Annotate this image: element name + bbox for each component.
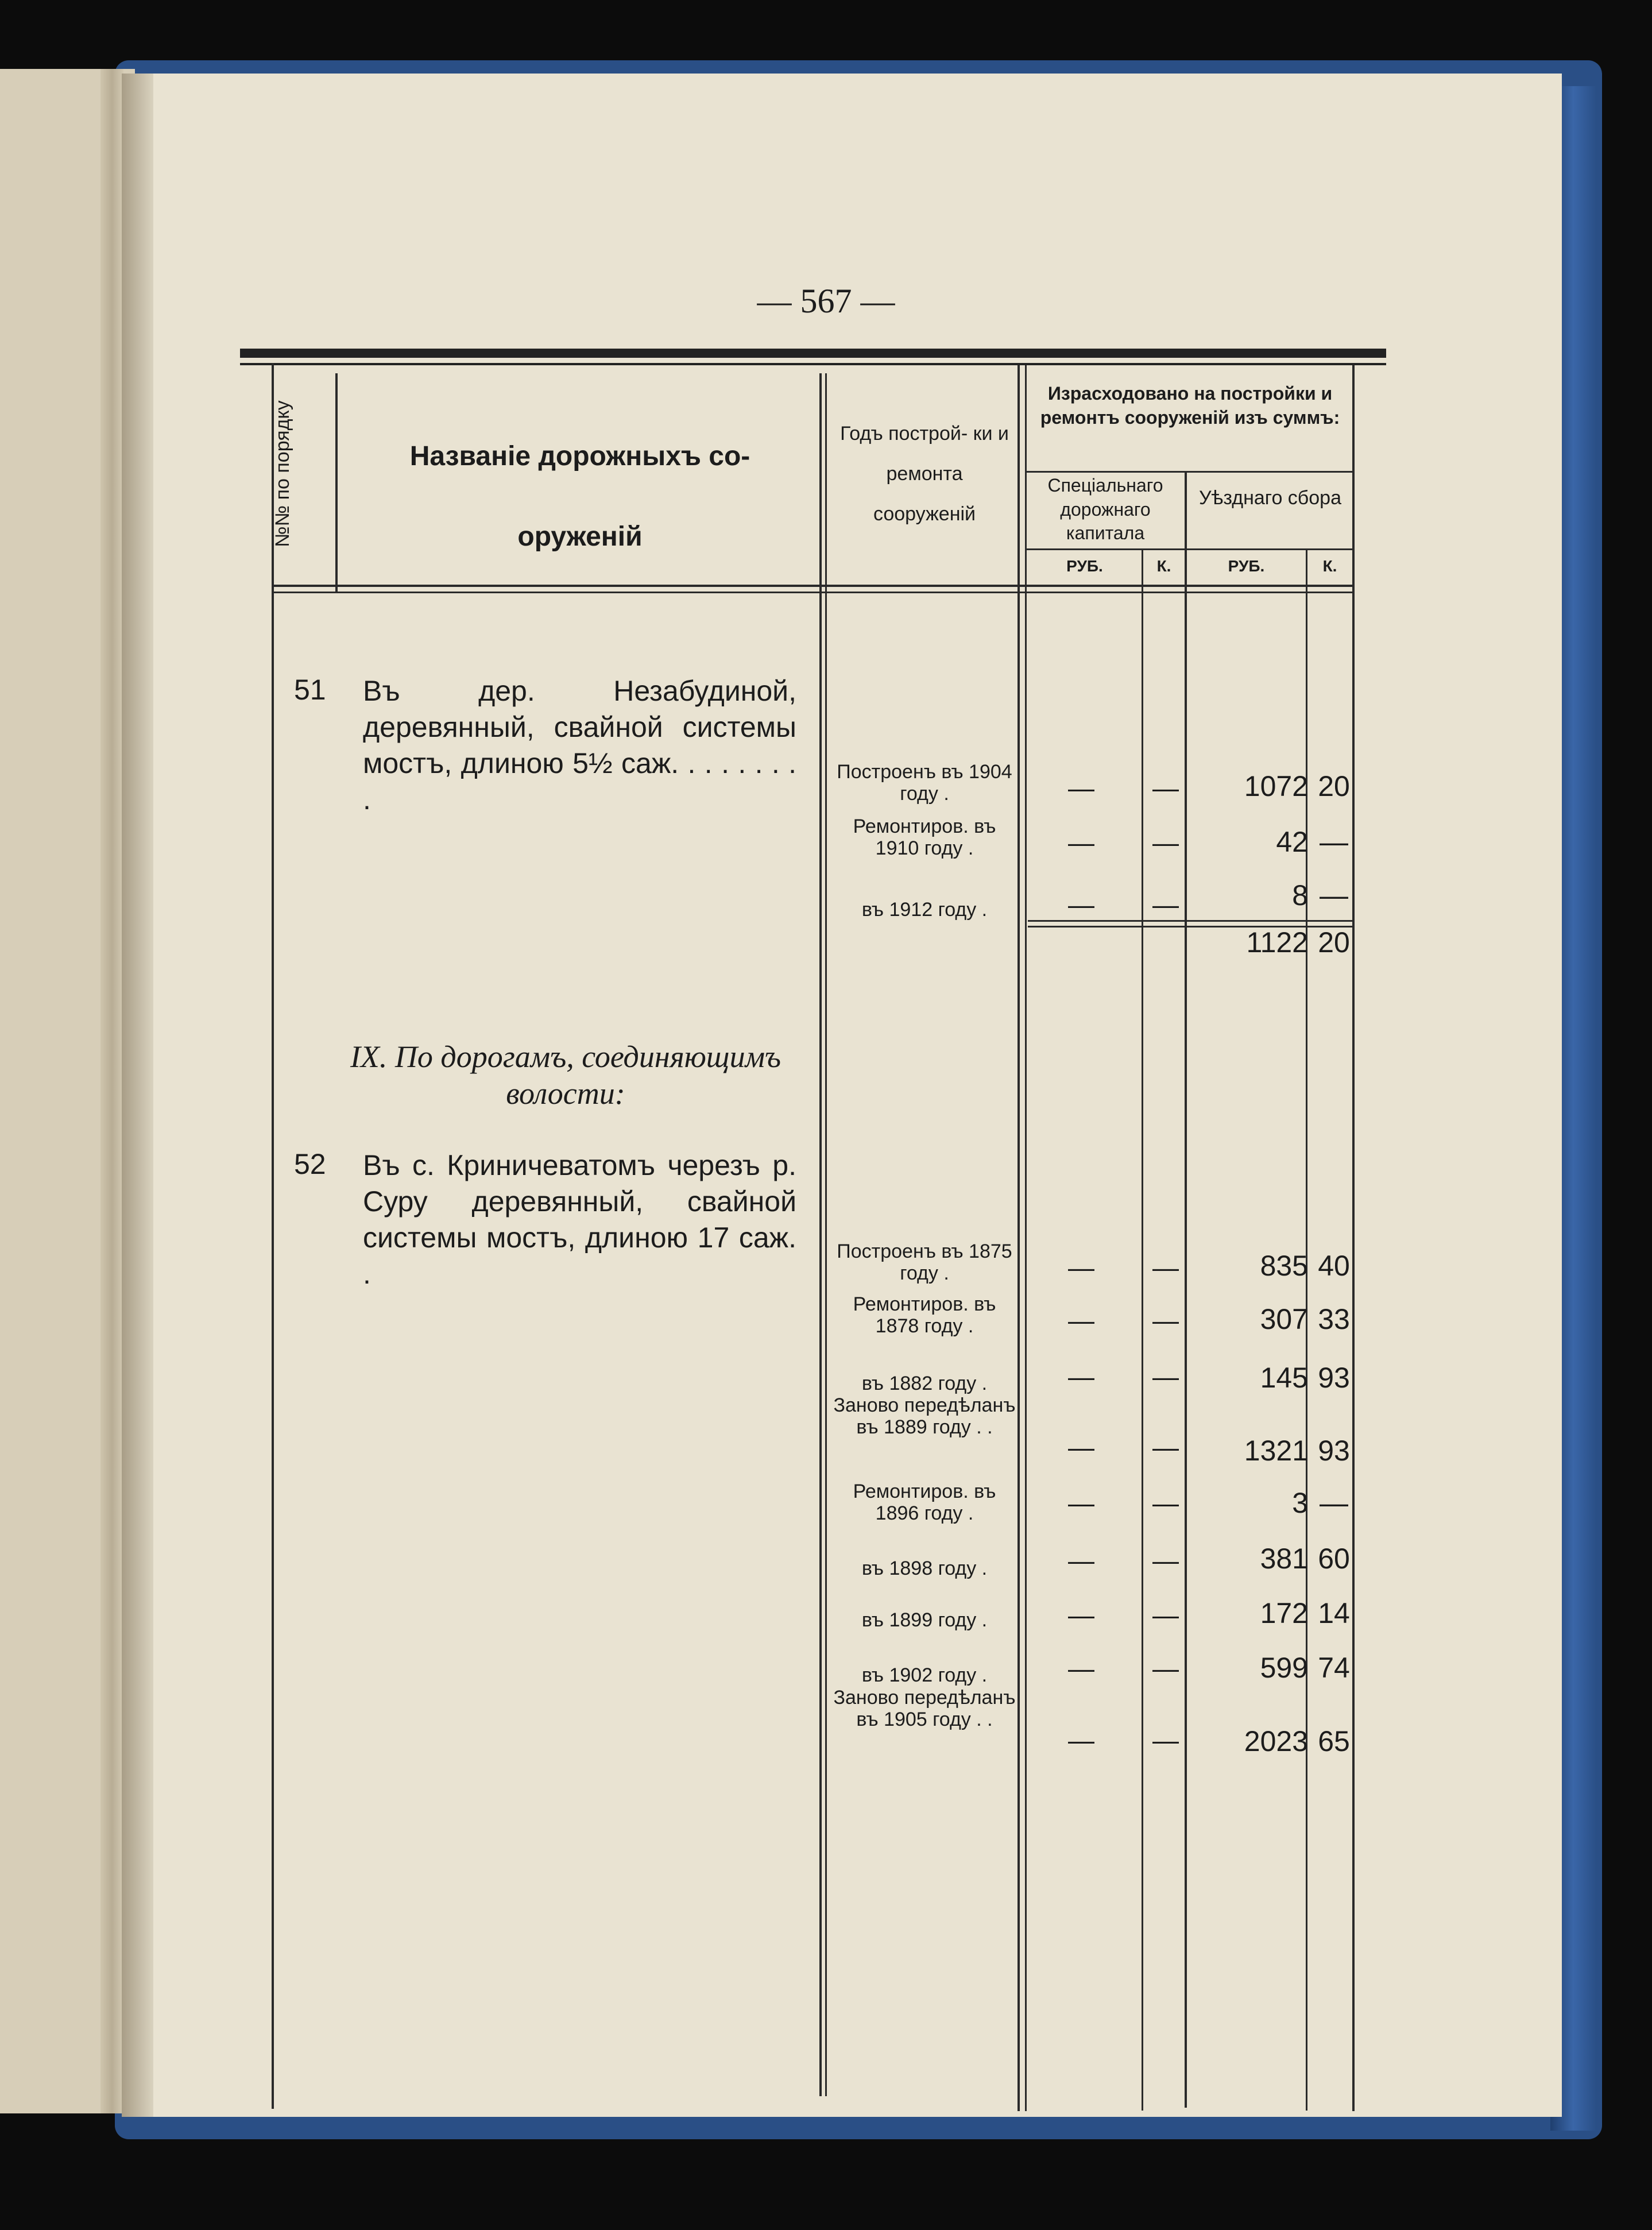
- entry-year: въ 1898 году .: [861, 1557, 988, 1579]
- special-rub: —: [1068, 773, 1094, 803]
- special-kop: —: [1152, 828, 1179, 857]
- entry-description: Въ дер. Незабудиной, деревянный, свайной системы мостъ, длиною 5½ саж. . . . . . . . .: [363, 675, 796, 816]
- section-heading: IX. По дорогамъ, соединяющимъ волости:: [350, 1039, 781, 1111]
- special-rub: —: [1068, 1545, 1094, 1575]
- special-rub: —: [1068, 828, 1094, 857]
- special-rub: —: [1068, 1253, 1094, 1282]
- col-line: [1017, 365, 1020, 2111]
- col-line: [1025, 365, 1027, 2111]
- special-kop: —: [1152, 1432, 1179, 1462]
- header-rub: РУБ.: [1066, 557, 1103, 575]
- header-district-levy: Уѣзднаго сбора: [1198, 487, 1341, 509]
- district-kop: 65: [1318, 1725, 1350, 1757]
- page-number: — 567 —: [757, 282, 895, 320]
- entry-year: Заново передѣланъ въ 1905 году . .: [833, 1687, 1016, 1730]
- col-line: [272, 363, 274, 2109]
- col-line: [819, 373, 822, 2096]
- district-rub: 42: [1276, 826, 1308, 858]
- header-number-column: №№ по порядку: [272, 400, 293, 547]
- special-kop: —: [1152, 1488, 1179, 1518]
- special-rub: —: [1068, 1432, 1094, 1462]
- special-kop: —: [1152, 1253, 1179, 1282]
- special-kop: —: [1152, 1653, 1179, 1683]
- district-kop: —: [1320, 1487, 1348, 1519]
- header-rub: РУБ.: [1228, 557, 1265, 575]
- district-rub: 1321: [1244, 1435, 1308, 1467]
- header-spent-column: Израсходовано на постройки и ремонтъ сооруженій изъ суммъ:: [1040, 383, 1340, 428]
- district-rub: 3: [1292, 1487, 1308, 1519]
- district-kop: —: [1320, 826, 1348, 858]
- entry-year: Ремонтиров. въ 1910 году .: [853, 816, 996, 859]
- district-kop: 93: [1318, 1362, 1350, 1394]
- special-kop: —: [1152, 1600, 1179, 1630]
- special-rub: —: [1068, 1653, 1094, 1683]
- entry-year: въ 1899 году .: [861, 1609, 988, 1631]
- special-rub: —: [1068, 1725, 1094, 1755]
- district-rub: 599: [1260, 1652, 1308, 1684]
- district-rub: 1072: [1244, 770, 1308, 802]
- district-kop-total: 20: [1318, 926, 1350, 959]
- header-bottom-line: [272, 585, 1355, 587]
- col-line: [1142, 548, 1143, 2111]
- special-kop: —: [1152, 1305, 1179, 1335]
- district-kop: 60: [1318, 1543, 1350, 1575]
- col-line: [335, 373, 338, 592]
- district-kop: 74: [1318, 1652, 1350, 1684]
- entry-year: въ 1912 году .: [861, 899, 988, 921]
- header-line: [1026, 471, 1353, 473]
- district-kop: 40: [1318, 1250, 1350, 1282]
- district-rub: 145: [1260, 1362, 1308, 1394]
- district-rub: 835: [1260, 1250, 1308, 1282]
- district-rub: 2023: [1244, 1725, 1308, 1757]
- entry-description: Въ с. Криничеватомъ черезъ р. Суру деревянный, свайной системы мостъ, длиною 17 саж. .: [363, 1149, 796, 1290]
- header-line: [1026, 548, 1353, 550]
- district-rub: 172: [1260, 1597, 1308, 1629]
- district-rub: 307: [1260, 1303, 1308, 1335]
- header-year-column: Годъ построй- ки и ремонта сооруженій: [840, 423, 1009, 525]
- header-kop: К.: [1156, 557, 1171, 575]
- entry-year: Ремонтиров. въ 1896 году .: [853, 1481, 996, 1524]
- top-rule: [240, 349, 1386, 358]
- sum-rule: [1028, 920, 1352, 922]
- header-kop: К.: [1322, 557, 1337, 575]
- district-kop: 93: [1318, 1435, 1350, 1467]
- page-gutter: [122, 74, 153, 2117]
- special-kop: —: [1152, 1725, 1179, 1755]
- special-rub: —: [1068, 890, 1094, 919]
- special-kop: —: [1152, 1545, 1179, 1575]
- district-kop: 14: [1318, 1597, 1350, 1629]
- header-bottom-line: [272, 592, 1355, 593]
- special-rub: —: [1068, 1488, 1094, 1518]
- entry-year: Заново передѣланъ въ 1889 году . .: [833, 1394, 1016, 1438]
- col-line: [825, 373, 827, 2096]
- district-kop: 33: [1318, 1303, 1350, 1335]
- entry-year: въ 1902 году .: [861, 1664, 988, 1686]
- special-kop: —: [1152, 1362, 1179, 1392]
- header-name-column: Названіе дорожныхъ со- оруженій: [409, 441, 750, 552]
- special-rub: —: [1068, 1305, 1094, 1335]
- special-rub: —: [1068, 1362, 1094, 1392]
- district-rub-total: 1122: [1246, 926, 1308, 959]
- entry-number: 52: [294, 1148, 326, 1180]
- col-line: [1352, 365, 1355, 2111]
- special-kop: —: [1152, 773, 1179, 803]
- entry-year: Построенъ въ 1875 году .: [837, 1240, 1012, 1284]
- col-line: [1185, 471, 1187, 2108]
- district-rub: 8: [1292, 879, 1308, 911]
- district-kop: 20: [1318, 770, 1350, 802]
- left-page-edge: [100, 69, 123, 2113]
- district-kop: —: [1320, 879, 1348, 911]
- entry-year: Ремонтиров. въ 1878 году .: [853, 1293, 996, 1337]
- entry-year: Построенъ въ 1904 году .: [837, 761, 1012, 805]
- special-kop: —: [1152, 890, 1179, 919]
- district-rub: 381: [1260, 1543, 1308, 1575]
- entry-number: 51: [294, 674, 326, 706]
- top-rule-thin: [240, 363, 1386, 365]
- special-rub: —: [1068, 1600, 1094, 1630]
- header-special-capital: Спеціальнаго дорожнаго капитала: [1047, 475, 1163, 544]
- entry-year: въ 1882 году .: [861, 1373, 988, 1394]
